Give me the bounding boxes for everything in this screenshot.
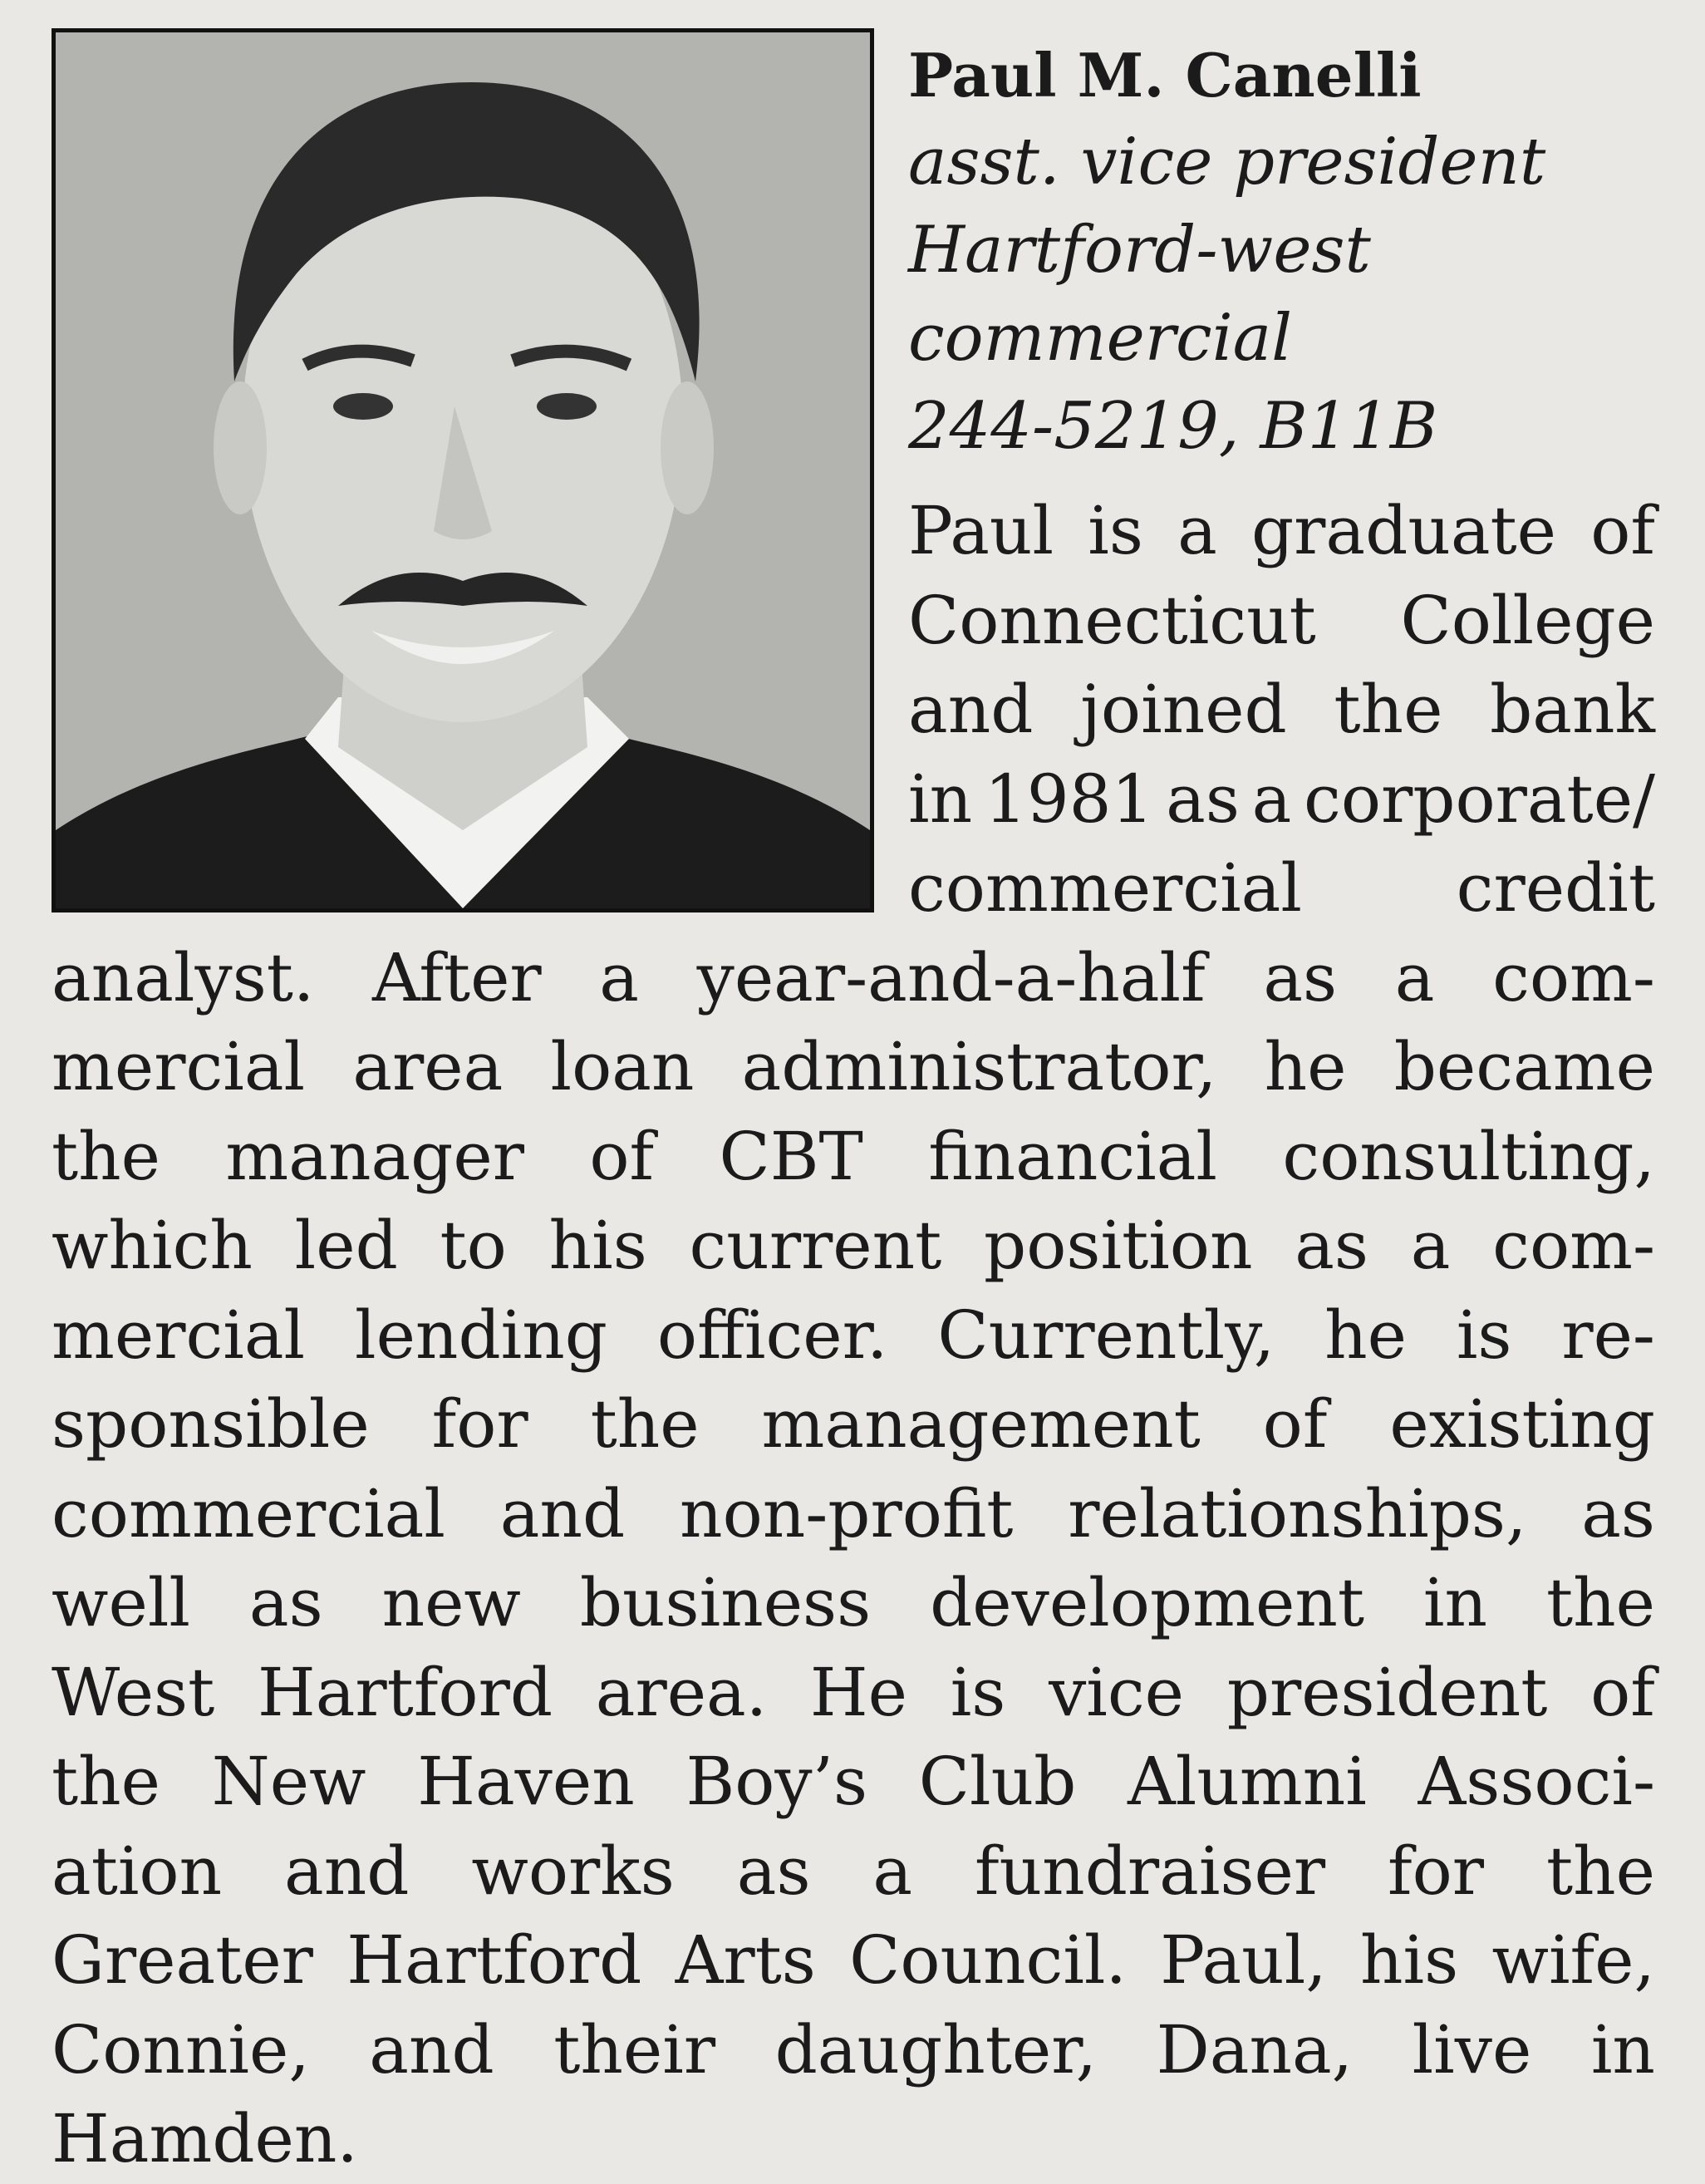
- bio-word: corporate/: [1304, 760, 1655, 838]
- bio-word: 1981: [984, 760, 1154, 838]
- bio-word: fundraiser: [975, 1832, 1326, 1910]
- bio-word: their: [553, 2010, 716, 2088]
- bio-word: the: [52, 1117, 161, 1195]
- bio-word: year-and-a-half: [696, 938, 1206, 1016]
- bio-line: [52, 1737, 1655, 1827]
- bio-word: a: [1410, 1207, 1451, 1284]
- bio-word: and: [284, 1832, 410, 1910]
- bio-word: Paul: [908, 492, 1054, 569]
- bio-word: in: [1422, 1564, 1488, 1641]
- bio-line: [52, 933, 1655, 1023]
- bio-word: as: [1295, 1207, 1368, 1284]
- bio-word: relationships,: [1068, 1474, 1527, 1552]
- bio-word: Associ-: [1418, 1743, 1655, 1820]
- bio-line: [908, 576, 1655, 666]
- bio-word: a: [872, 1832, 913, 1910]
- bio-word: daughter,: [774, 2010, 1098, 2088]
- bio-word: as: [1581, 1474, 1655, 1552]
- bio-word: as: [248, 1564, 323, 1641]
- bio-word: the: [590, 1385, 700, 1463]
- bio-word: Haven: [417, 1743, 635, 1820]
- bio-word: the: [1334, 671, 1443, 748]
- bio-line: [52, 1022, 1655, 1112]
- bio-word: CBT: [719, 1117, 863, 1195]
- bio-word: a: [1177, 492, 1217, 569]
- bio-word: development: [930, 1564, 1365, 1641]
- profile-header: [908, 33, 1673, 470]
- bio-word: area.: [595, 1653, 768, 1731]
- bio-word: College: [1400, 581, 1655, 659]
- bio-word: wife,: [1491, 1921, 1655, 1999]
- bio-word: com-: [1492, 938, 1655, 1016]
- bio-word: manager: [225, 1117, 524, 1195]
- bio-line: [52, 1648, 1655, 1738]
- bio-word: management: [761, 1385, 1201, 1463]
- bio-word: loan: [550, 1028, 695, 1105]
- bio-word: Council.: [849, 1921, 1127, 1999]
- bio-word: Arts: [675, 1921, 816, 1999]
- bio-word: re-: [1561, 1296, 1655, 1374]
- bio-word: West: [52, 1653, 215, 1731]
- bio-line: [52, 1380, 1655, 1469]
- bio-word: of: [1590, 1653, 1655, 1731]
- job-title-line-3: commercial: [908, 301, 1293, 376]
- bio-line: [52, 1291, 1655, 1380]
- bio-word: administrator,: [741, 1028, 1217, 1105]
- bio-word: non-profit: [680, 1474, 1014, 1552]
- bio-line: [52, 2005, 1655, 2095]
- bio-word: as: [1263, 938, 1338, 1016]
- bio-word: became: [1393, 1028, 1655, 1105]
- bio-word: Connie,: [52, 2010, 310, 2088]
- bio-word: he: [1264, 1028, 1347, 1105]
- bio-word: Paul,: [1160, 1921, 1327, 1999]
- bio-word: for: [431, 1385, 528, 1463]
- bio-word: Club: [918, 1743, 1077, 1820]
- bio-word: New: [211, 1743, 366, 1820]
- bio-word: financial: [928, 1117, 1218, 1195]
- bio-word: of: [1262, 1385, 1328, 1463]
- bio-word: ation: [52, 1832, 223, 1910]
- bio-word: position: [984, 1207, 1253, 1284]
- bio-word: Hartford: [346, 1921, 642, 1999]
- bio-word: of: [1590, 492, 1655, 569]
- person-name: Paul M. Canelli: [908, 40, 1422, 111]
- bio-word: of: [589, 1117, 655, 1195]
- bio-line: [908, 844, 1655, 933]
- bio-word: After: [371, 938, 542, 1016]
- bio-word: current: [689, 1207, 942, 1284]
- bio-word: mercial: [52, 1296, 306, 1374]
- bio-line: [52, 1469, 1655, 1559]
- bio-word: Currently,: [937, 1296, 1275, 1374]
- job-title-line-2: Hartford-west: [908, 213, 1371, 288]
- bio-word: he: [1324, 1296, 1407, 1374]
- bio-word: bank: [1490, 671, 1655, 748]
- bio-word: and: [499, 1474, 626, 1552]
- bio-word: is: [1088, 492, 1143, 569]
- bio-word: the: [1545, 1564, 1655, 1641]
- bio-word: mercial: [52, 1028, 306, 1105]
- bio-word: is: [950, 1653, 1006, 1731]
- bio-word: officer.: [656, 1296, 888, 1374]
- bio-word: He: [809, 1653, 907, 1731]
- bio-word: commercial: [52, 1474, 445, 1552]
- bio-word: Connecticut: [908, 581, 1316, 659]
- bio-word: graduate: [1250, 492, 1557, 569]
- bio-word: as: [1166, 760, 1240, 838]
- bio-line: [52, 1201, 1655, 1291]
- bio-word: to: [440, 1207, 507, 1284]
- bio-word: and: [908, 671, 1034, 748]
- bio-word: president: [1226, 1653, 1548, 1731]
- bio-word: his: [1360, 1921, 1459, 1999]
- bio-line: [52, 1558, 1655, 1648]
- bio-line: [52, 1827, 1655, 1916]
- bio-word: a: [1251, 760, 1292, 838]
- phone-location: 244-5219, B11B: [908, 389, 1438, 464]
- bio-line: [908, 755, 1655, 844]
- bio-line: [52, 1916, 1655, 2005]
- bio-word: vice: [1049, 1653, 1185, 1731]
- bio-word: a: [1394, 938, 1435, 1016]
- bio-word: well: [52, 1564, 190, 1641]
- bio-word: Greater: [52, 1921, 313, 1999]
- bio-word: as: [736, 1832, 811, 1910]
- bio-word: business: [579, 1564, 872, 1641]
- bio-line: Hamden.: [52, 2100, 358, 2177]
- bio-word: Alumni: [1127, 1743, 1367, 1820]
- bio-word: credit: [1456, 849, 1655, 927]
- bio-word: and: [369, 2010, 494, 2088]
- bio-word: joined: [1080, 671, 1287, 748]
- bio-word: lending: [355, 1296, 607, 1374]
- bio-word: a: [599, 938, 639, 1016]
- bio-word: com-: [1492, 1207, 1655, 1284]
- bio-word: which: [52, 1207, 253, 1284]
- bio-word: new: [381, 1564, 521, 1641]
- bio-word: Boy’s: [685, 1743, 868, 1820]
- bio-word: the: [52, 1743, 161, 1820]
- bio-word: existing: [1389, 1385, 1655, 1463]
- bio-word: for: [1388, 1832, 1485, 1910]
- bio-word: in: [908, 760, 973, 838]
- bio-line: [908, 665, 1655, 755]
- bio-line: [908, 486, 1655, 576]
- bio-word: consulting,: [1282, 1117, 1655, 1195]
- bio-word: commercial: [908, 849, 1302, 927]
- job-title-line-1: asst. vice president: [908, 125, 1546, 199]
- biography: [52, 486, 1655, 2184]
- bio-word: his: [548, 1207, 647, 1284]
- bio-word: Hartford: [257, 1653, 553, 1731]
- bio-word: live: [1412, 2010, 1532, 2088]
- bio-word: Dana,: [1156, 2010, 1354, 2088]
- bio-word: in: [1590, 2010, 1655, 2088]
- bio-word: works: [471, 1832, 675, 1910]
- bio-word: area: [352, 1028, 504, 1105]
- bio-word: sponsible: [52, 1385, 370, 1463]
- bio-word: led: [294, 1207, 398, 1284]
- bio-word: is: [1456, 1296, 1512, 1374]
- bio-line: [52, 1112, 1655, 1202]
- bio-word: the: [1545, 1832, 1655, 1910]
- bio-word: analyst.: [52, 938, 315, 1016]
